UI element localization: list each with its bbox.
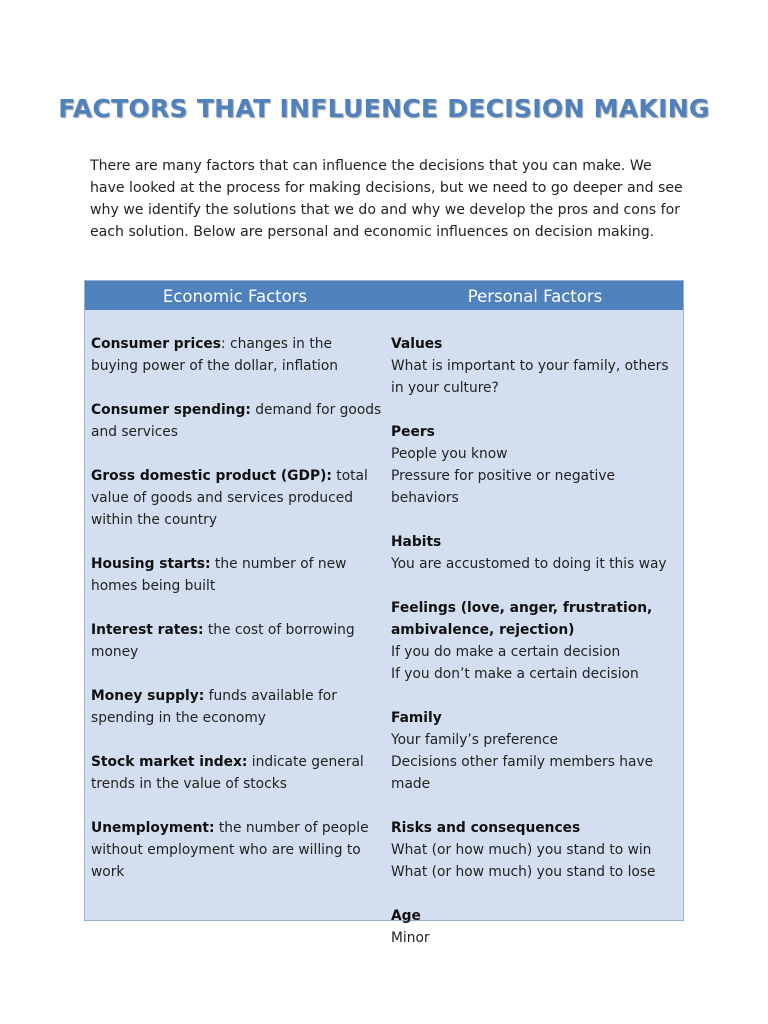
personal-factor-heading: Feelings (love, anger, frustration, ambivalence, rejection) (391, 600, 653, 638)
personal-factor-line: Minor (391, 930, 430, 946)
personal-factor-line: People you know (391, 446, 508, 462)
factor-term: Unemployment: (91, 820, 215, 836)
personal-factor-item (391, 817, 683, 883)
personal-factor-line: What (or how much) you stand to win (391, 842, 652, 858)
factor-term: Money supply: (91, 688, 205, 704)
factor-term: Stock market index: (91, 754, 248, 770)
personal-factor-heading: Peers (391, 424, 435, 440)
personal-factor-line: What (or how much) you stand to lose (391, 864, 656, 880)
factor-description: : changes in the buying power of the dollar, inflation (91, 336, 339, 374)
personal-factor-heading: Values (391, 336, 443, 352)
economic-factor-item (91, 553, 383, 597)
economic-factor-item (91, 465, 383, 531)
table-header (85, 281, 683, 310)
personal-factor-line: Your family’s preference (391, 732, 559, 748)
factor-description: total value of goods and services produced within the country (91, 468, 368, 528)
personal-factor-heading: Risks and consequences (391, 820, 581, 836)
personal-factor-line: If you don’t make a certain decision (391, 666, 639, 682)
personal-factor-line: If you do make a certain decision (391, 644, 621, 660)
personal-factor-heading: Age (391, 908, 421, 924)
economic-factors-header: Economic Factors (162, 287, 308, 306)
personal-factor-item (391, 333, 683, 399)
factor-term: Consumer spending: (91, 402, 251, 418)
personal-factor-heading: Habits (391, 534, 442, 550)
personal-factor-line: Pressure for positive or negative behaviors (391, 468, 615, 506)
personal-factor-item (391, 531, 683, 575)
factor-description: the number of people without employment who are willing to work (91, 820, 369, 880)
economic-factor-item (91, 817, 383, 883)
personal-factor-item (391, 421, 683, 509)
personal-factor-item (391, 905, 683, 949)
personal-factor-item (391, 707, 683, 795)
personal-factor-item (391, 597, 683, 685)
factors-table (84, 280, 684, 946)
personal-factor-heading: Family (391, 710, 442, 726)
factor-term: Gross domestic product (GDP): (91, 468, 332, 484)
personal-factors-column (391, 333, 683, 971)
personal-factor-line: What is important to your family, others in your culture? (391, 358, 669, 396)
personal-factors-header: Personal Factors (467, 287, 603, 306)
economic-factor-item (91, 333, 383, 377)
factor-description: the number of new homes being built (91, 556, 347, 594)
economic-factor-item (91, 685, 383, 729)
factor-description: funds available for spending in the economy (91, 688, 337, 726)
economic-factor-item (91, 399, 383, 443)
personal-factor-line: Decisions other family members have made (391, 754, 654, 792)
factor-term: Housing starts: (91, 556, 211, 572)
economic-factors-column (91, 333, 383, 905)
factor-description: indicate general trends in the value of stocks (91, 754, 364, 792)
page-title: FACTORS THAT INFLUENCE DECISION MAKING (58, 94, 710, 123)
factor-description: the cost of borrowing money (91, 622, 355, 660)
factor-description: demand for goods and services (91, 402, 382, 440)
economic-factor-item (91, 619, 383, 663)
factor-term: Interest rates: (91, 622, 204, 638)
factor-term: Consumer prices (91, 336, 221, 352)
personal-factor-line: You are accustomed to doing it this way (391, 556, 667, 572)
economic-factor-item (91, 751, 383, 795)
intro-paragraph: There are many factors that can influence the decisions that you can make. We have looked at the process for making decisions, but we need to go deeper and see why we identify the solutions that we do and why we develop the pros and cons for each solution. Below are personal and economic influences on decision making. (90, 158, 683, 240)
